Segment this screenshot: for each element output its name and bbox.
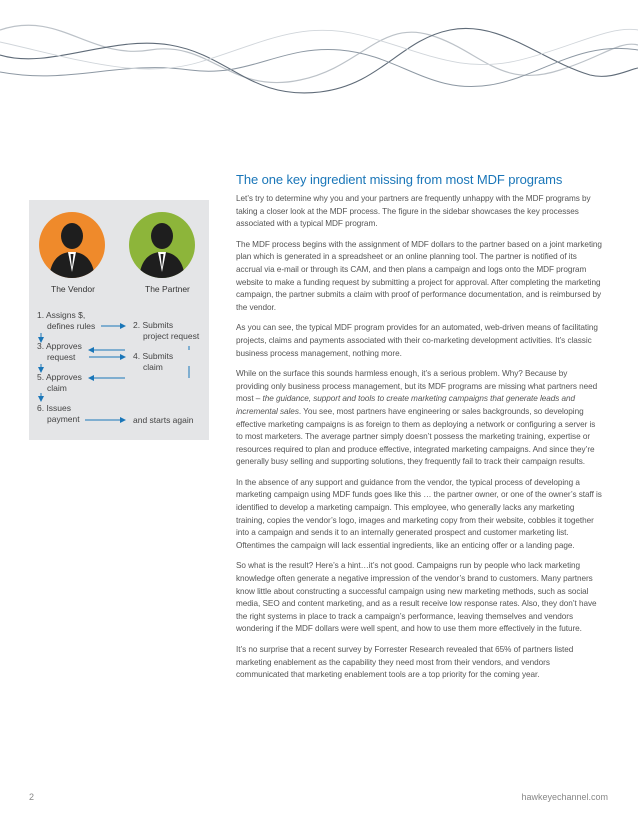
step-4-line2: claim — [143, 362, 163, 372]
step-3 — [37, 341, 82, 363]
header-wave-decoration — [0, 0, 638, 110]
step-3-line2: request — [47, 352, 76, 362]
step-5-line1: 5. Approves — [37, 372, 82, 382]
paragraph-4 — [236, 368, 602, 469]
step-2 — [133, 320, 199, 342]
step-4 — [133, 351, 173, 373]
paragraph-3: As you can see, the typical MDF program provides for an automated, web-driven means of facilitating projects, claims and payments associated with their co-marketing development activities. It’s classic business process management, nothing more. — [236, 323, 598, 358]
footer-site-url[interactable]: hawkeyechannel.com — [521, 792, 608, 802]
step-1-line2: defines rules — [47, 321, 96, 331]
paragraph-2: The MDF process begins with the assignment of MDF dollars to the partner based on a joint marketing plan which is generated in a spreadsheet or an online planning tool. The partner is notified of its accrual via e-mail or through its CAM, and then plans a campaign and logs onto the MDF program website to make a funding request by submitting a project for approval. After completing the marketing campaign, the partner submits a claim with proof of performance documentation, and is reimbursed by the vendor. — [236, 239, 602, 312]
paragraph-5: In the absence of any support and guidance from the vendor, the typical process of developing a marketing campaign using MDF funds goes like this … the partner owner, or one of the owner’s staff is identified to develop a marketing campaign. This employee, who generally lacks any marketing training, copies the vendor’s logo, images and marketing copy from their website, cobbles it together into a campaign and sends it to an internally generated prospect and customer marketing list. Oftentimes the campaign will lack essential ingredients, like an enticing offer or a landing page. — [236, 477, 602, 550]
vendor-label: The Vendor — [51, 284, 95, 294]
step-end: and starts again — [133, 415, 194, 425]
step-6-line1: 6. Issues — [37, 403, 72, 413]
step-1-line1: 1. Assigns $, — [37, 310, 86, 320]
paragraph-7: It’s no surprise that a recent survey by Forrester Research revealed that 65% of partners listed marketing enablement as the capability they need most from their vendors, and vendors communicated that marketing enablement tools are a top priority for the coming year. — [236, 645, 574, 680]
step-2-line1: 2. Submits — [133, 320, 174, 330]
article — [236, 172, 602, 690]
mdf-process-sidebar — [29, 200, 209, 440]
step-6-line2: payment — [47, 414, 80, 424]
paragraph-1: Let’s try to determine why you and your partners are frequently unhappy with the MDF programs by taking a closer look at the MDF process. The figure in the sidebar showcases the key processes associated with a typical MDF program. — [236, 194, 591, 229]
paragraph-4-emphasis: the guidance, support and tools to create marketing campaigns that generate leads and incremental sales — [236, 394, 576, 416]
step-5-line2: claim — [47, 383, 67, 393]
step-1 — [37, 310, 95, 332]
step-3-line1: 3. Approves — [37, 341, 82, 351]
page-number: 2 — [29, 792, 35, 802]
step-6 — [37, 403, 80, 425]
paragraph-4-start: While on the surface this sounds harmless enough, it’s a serious problem. Why? Because by providing only business process management, but its MDF programs are missing what partners need most – — [236, 369, 598, 404]
step-4-line1: 4. Submits — [133, 351, 174, 361]
article-heading: The one key ingredient missing from most MDF programs — [236, 172, 563, 187]
paragraph-6: So what is the result? Here’s a hint…it’s not good. Campaigns run by people who lack marketing knowledge often generate a negative impression of the vendor’s brand to customers. Many partners know little about constructing a successful campaign using new marketing methods, such as social media, SEO and content marketing, and as a result receive low response rates. Also, they don’t have the right systems in place to track a campaign’s performance, leaving themselves and vendors wondering if the MDF dollars were well spent, and how to use them more effectively in the future. — [236, 561, 597, 634]
step-2-line2: project request — [143, 331, 200, 341]
partner-label: The Partner — [145, 284, 190, 294]
step-5 — [37, 372, 82, 394]
wave-line-2 — [0, 28, 638, 93]
paragraph-4-end: . You see, most partners have engineering or sales backgrounds, so developing effective marketing campaigns is as foreign to them as deploying a network or configuring a server is to most marketers. The average partner simply doesn’t possess the marketing training, expertise or resources required to plan and produce effective, integrated marketing campaigns. And since they’re generally busy selling and supporting solutions, they frequently fail to track their campaign results. — [236, 406, 596, 467]
